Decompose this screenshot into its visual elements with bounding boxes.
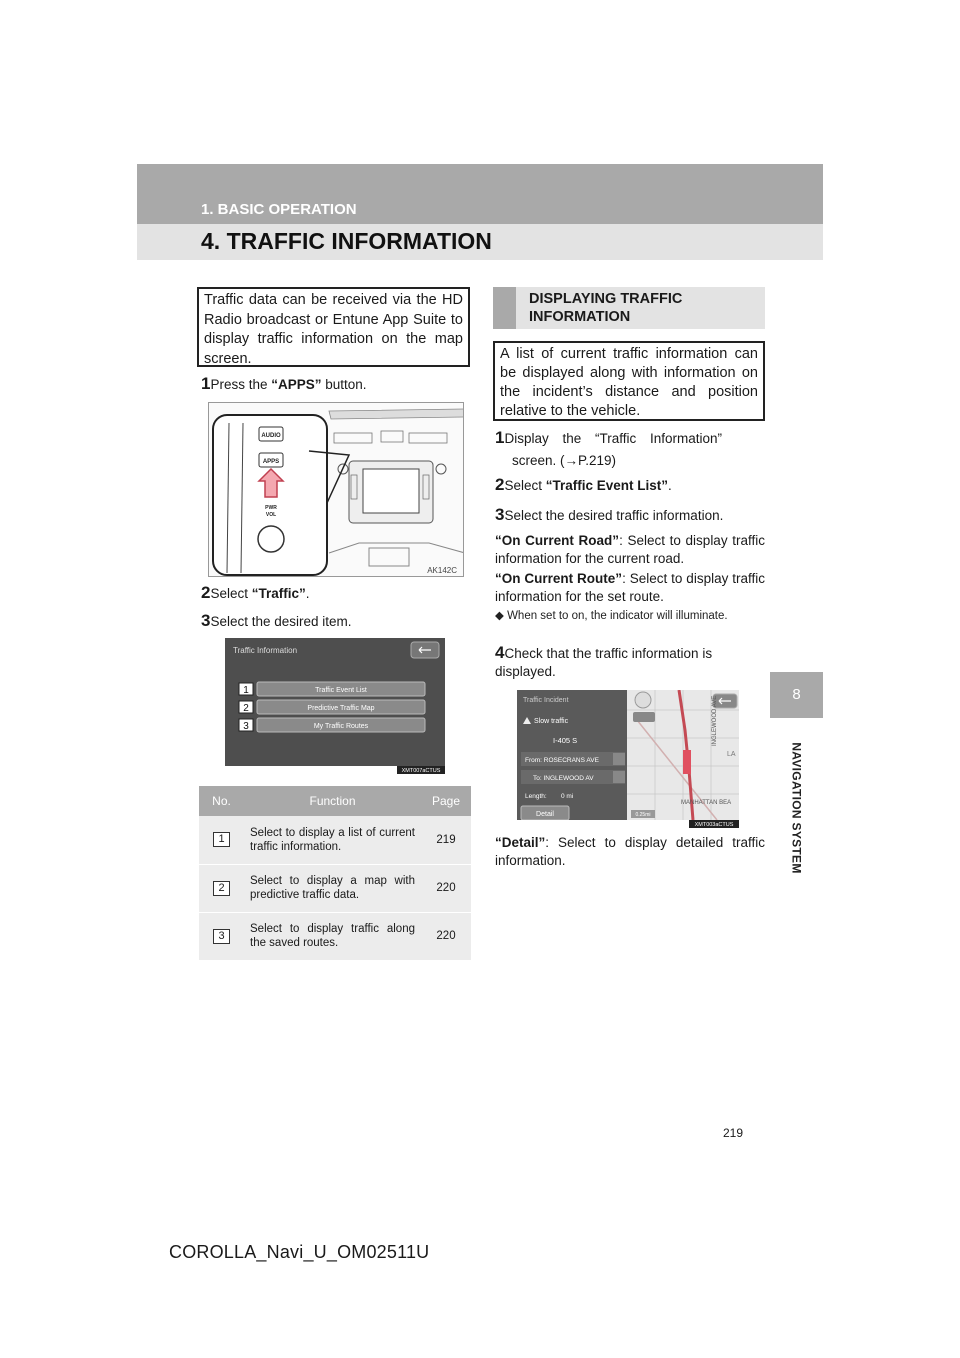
table-header (199, 786, 471, 816)
step-number: 1 (201, 374, 211, 393)
traffic-incident-screen (517, 690, 739, 828)
dashboard-illustration (209, 403, 464, 577)
from-map-button[interactable] (613, 753, 625, 765)
my-traffic-routes-label: My Traffic Routes (313, 723, 369, 730)
map-scale: 0.25mi (635, 812, 651, 818)
traffic-information-screen (225, 638, 445, 774)
step-1-left (201, 375, 367, 394)
row-page: 219 (421, 816, 471, 864)
step-text: Check that the traffic information is displayed. (495, 646, 713, 679)
step-number: 2 (201, 583, 211, 602)
function-table (199, 786, 471, 961)
section-subheading (493, 287, 765, 329)
col-no: No. (199, 786, 244, 816)
chapter-tab: 8 (770, 672, 823, 718)
length-value: 0 mi (561, 793, 574, 800)
row-number: 2 (213, 881, 230, 896)
step-text: button. (321, 377, 367, 392)
term: “On Current Route” (495, 571, 623, 586)
screen-title: Traffic Incident (523, 697, 569, 704)
to-map-button[interactable] (613, 771, 625, 783)
callout-number: 3 (243, 721, 249, 732)
step-text: Display the “Traffic Information” (504, 431, 723, 446)
table-row (199, 912, 471, 960)
step-2-right (495, 476, 672, 495)
note (495, 609, 765, 623)
section-label: 1. BASIC OPERATION (201, 201, 357, 218)
chapter-label-text: NAVIGATION SYSTEM (789, 742, 804, 874)
step-number: 1 (495, 428, 505, 447)
audio-button-label: AUDIO (261, 433, 281, 439)
length-label: Length: (525, 793, 547, 800)
step-text: Select the desired item. (210, 614, 352, 629)
step-3-right (495, 506, 723, 525)
map-area-la: LA (727, 751, 736, 758)
step-keyword: “Traffic” (251, 586, 306, 601)
step-text: . (668, 478, 672, 493)
on-current-road-desc (495, 532, 765, 568)
row-page: 220 (421, 864, 471, 912)
row-number: 1 (213, 832, 230, 847)
step-2-left (201, 584, 310, 603)
step-number: 3 (495, 505, 505, 524)
row-page: 220 (421, 912, 471, 960)
step-text: . (305, 586, 310, 601)
step-keyword: “APPS” (271, 377, 322, 392)
table-row (199, 816, 471, 864)
note-text: When set to on, the indicator will illuminate. (507, 610, 728, 622)
detail-desc (495, 834, 765, 870)
map-area-label: MANHATTAN BEA (681, 800, 732, 806)
description-box: A list of current traffic information can be displayed along with information on the incident’s distance and position relative to the vehicle. (493, 341, 765, 421)
row-function: Select to display traffic along the saved routes. (244, 912, 421, 960)
pwr-label: PWR (265, 505, 277, 511)
term: “Detail” (495, 835, 546, 850)
traffic-event-list-label: Traffic Event List (315, 687, 367, 694)
term-desc: : Select to display detailed traffic information. (495, 835, 765, 868)
step-number: 4 (495, 643, 505, 662)
subheading-bar (493, 287, 516, 329)
step-text: Select the desired traffic information. (504, 508, 724, 523)
figure-code: XMT003aCTUS (694, 822, 734, 828)
detail-button-label: Detail (536, 811, 554, 818)
volume-knob (258, 526, 284, 552)
term-desc: : Select to display traffic information for the set route. (495, 571, 765, 604)
event-type: Slow traffic (534, 718, 569, 725)
figure-code: AK142C (427, 566, 457, 575)
road-name: I-405 S (553, 736, 578, 745)
callout-number: 1 (243, 685, 249, 696)
step-keyword: “Traffic Event List” (545, 478, 669, 493)
from-location: From: ROSECRANS AVE (525, 757, 599, 764)
callout-number: 2 (243, 703, 249, 714)
row-function: Select to display a list of current traffic information. (244, 816, 421, 864)
step-number: 3 (201, 611, 211, 630)
dashboard-photo (208, 402, 464, 577)
map-street-label: INGLEWOOD AVE (712, 695, 718, 746)
step-text: Press the (210, 377, 272, 392)
table-row (199, 864, 471, 912)
step-1-right-cont: screen. (→P.219) (512, 453, 617, 468)
col-page: Page (421, 786, 471, 816)
on-current-route-desc (495, 570, 765, 606)
page-number: 219 (723, 1126, 744, 1140)
vol-label: VOL (265, 512, 277, 518)
screen-title: Traffic Information (233, 646, 298, 655)
to-location: To: INGLEWOOD AV (533, 775, 594, 782)
row-function: Select to display a map with predictive traffic data. (244, 864, 421, 912)
col-function: Function (244, 786, 421, 816)
step-number: 2 (495, 475, 505, 494)
step-text: Select (210, 586, 252, 601)
bullet-icon: ◆ (495, 610, 504, 622)
subheading-text: DISPLAYING TRAFFIC INFORMATION (529, 291, 683, 325)
step-text: Select (504, 478, 546, 493)
row-number: 3 (213, 929, 230, 944)
term-desc: : Select to display traffic information for the current road. (495, 533, 765, 566)
predictive-traffic-map-label: Predictive Traffic Map (307, 705, 375, 712)
intro-box: Traffic data can be received via the HD Radio broadcast or Entune App Suite to display traffic information on the map screen. (197, 287, 470, 367)
apps-button-label: APPS (262, 459, 280, 465)
figure-code: XMT007aCTUS (401, 768, 441, 774)
term: “On Current Road” (495, 533, 620, 548)
step-3-left (201, 612, 352, 631)
step-4-right (495, 644, 765, 681)
chapter-label (770, 738, 823, 878)
step-1-right (495, 429, 767, 448)
page-title: 4. TRAFFIC INFORMATION (201, 228, 492, 254)
document-code: COROLLA_Navi_U_OM02511U (169, 1242, 430, 1262)
